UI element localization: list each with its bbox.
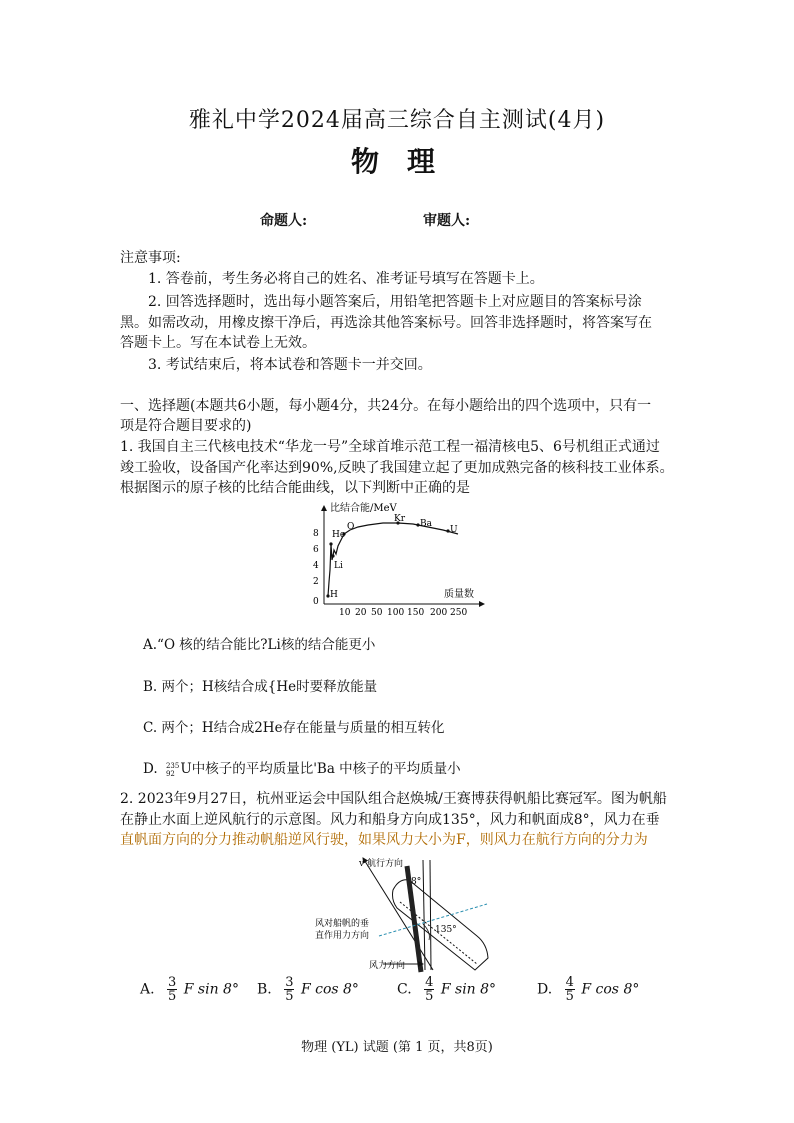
nuclide-notation	[166, 762, 179, 778]
y-tick: 2	[313, 577, 319, 587]
answer-c	[397, 976, 496, 1003]
label-kr: Kr	[394, 514, 406, 524]
y-tick: 0	[313, 597, 319, 607]
reviewer-label: 审题人:	[423, 213, 471, 229]
answer-a	[140, 976, 239, 1003]
y-tick: 8	[313, 529, 319, 539]
option-d-text: U中核子的平均质量比'Ba 中核子的平均质量小	[180, 761, 461, 777]
atomic-number: 92	[165, 769, 175, 778]
x-tick: 20	[355, 608, 367, 618]
notice-item: 1. 答卷前，考生务必将自己的姓名、准考证号填写在答题卡上。	[148, 271, 544, 287]
answer-expression: F cos 8°	[300, 981, 359, 998]
option-c: C. 两个；H结合成2He存在能量与质量的相互转化	[143, 720, 445, 736]
x-axis-label: 质量数	[444, 589, 474, 600]
question-text: 竣工验收，设备国产化率达到90%,反映了我国建立起了更加成熟完备的核科技工业体系。	[120, 460, 674, 476]
mass-number: 235	[165, 761, 180, 770]
fraction	[424, 976, 434, 1003]
point-he	[329, 542, 332, 545]
y-tick: 6	[313, 545, 319, 555]
notice-item: 黑。如需改动，用橡皮擦干净后，再选涂其他答案标号。回答非选择题时，将答案写在	[120, 315, 652, 331]
label-he: He	[332, 530, 346, 540]
option-a: A.“O 核的结合能比?Li核的结合能更小	[143, 637, 376, 653]
wind-direction-label: 风力方向	[369, 961, 406, 971]
angle-135-label: 135°	[435, 925, 457, 935]
x-tick: 150	[407, 608, 425, 618]
notice-item: 2. 回答选择题时，选出每小题答案后，用铅笔把答题卡上对应题目的答案标号涂	[148, 294, 642, 310]
binding-energy-graph	[308, 500, 488, 618]
answer-letter: D.	[537, 981, 553, 998]
notice-heading: 注意事项:	[120, 250, 181, 266]
answer-letter: B.	[257, 981, 272, 998]
notice-item: 3. 考试结束后，将本试卷和答题卡一并交回。	[148, 357, 432, 373]
answer-letter: C.	[397, 981, 412, 998]
question-text: 根据图示的原子核的比结合能曲线，以下判断中正确的是	[120, 480, 470, 496]
question-text: 直帆面方向的分力推动帆船逆风行驶，如果风力大小为F，则风力在航行方向的分力为	[120, 832, 648, 848]
question-text: 2. 2023年9月27日，杭州亚运会中国队组合赵焕城/王赛博获得帆船比赛冠军。图为帆船	[120, 791, 667, 807]
y-tick: 4	[313, 561, 319, 571]
option-b: B. 两个；H核结合成{He时要释放能量	[143, 679, 378, 695]
fraction	[565, 976, 575, 1003]
answer-letter: A.	[140, 981, 155, 998]
denominator: 5	[285, 989, 294, 1004]
numerator: 4	[565, 975, 574, 990]
denominator: 5	[168, 989, 177, 1004]
label-u: U	[450, 525, 458, 535]
section-heading: 一、选择题(本题共6小题，每小题4分，共24分。在每小题给出的四个选项中，只有一	[120, 398, 652, 414]
answer-b	[257, 976, 359, 1003]
binding-energy-curve	[328, 523, 458, 596]
fraction	[284, 976, 294, 1003]
sailboat-diagram	[305, 852, 495, 974]
denominator: 5	[425, 989, 434, 1004]
answer-expression: F sin 8°	[440, 981, 497, 998]
option-d	[143, 757, 461, 778]
subject-title: 物理	[350, 145, 463, 178]
label-li: Li	[334, 561, 343, 571]
velocity-label: v 航行方向	[359, 859, 403, 869]
x-tick: 250	[450, 608, 468, 618]
label-h: H	[330, 590, 338, 600]
option-d-letter: D.	[143, 761, 158, 777]
numerator: 3	[285, 975, 294, 990]
answer-d	[537, 976, 639, 1003]
perp-force-label: 风对船帆的垂	[315, 919, 370, 929]
page-footer: 物理 (YL) 试题 (第 1 页，共8页)	[301, 1040, 493, 1055]
answer-expression: F cos 8°	[581, 981, 640, 998]
answer-expression: F sin 8°	[183, 981, 239, 998]
angle-8-label: 8°	[411, 877, 422, 887]
question-text: 1. 我国自主三代核电技术“华龙一号”全球首堆示范工程一福清核电5、6号机组正式通过	[120, 439, 660, 455]
denominator: 5	[565, 989, 574, 1004]
x-tick: 200	[430, 608, 448, 618]
x-tick: 50	[371, 608, 383, 618]
exam-title: 雅礼中学2024届高三综合自主测试(4月)	[188, 108, 606, 133]
label-ba: Ba	[420, 519, 432, 529]
section-heading: 项是符合题目要求的)	[120, 418, 252, 434]
notice-item: 答题卡上。写在本试卷上无效。	[120, 335, 316, 351]
setter-label: 命题人:	[260, 213, 308, 229]
perp-force-label: 直作用力方向	[315, 931, 370, 941]
numerator: 4	[425, 975, 434, 990]
y-axis-label: 比结合能/MeV	[330, 503, 397, 514]
label-o: O	[347, 522, 355, 532]
question-text: 在静止水面上逆风航行的示意图。风力和船身方向成135°，风力和帆面成8°，风力在垂	[120, 812, 660, 828]
x-tick: 100	[387, 608, 405, 618]
x-tick: 10	[339, 608, 351, 618]
fraction	[167, 976, 177, 1003]
point-li	[331, 554, 334, 557]
numerator: 3	[168, 975, 177, 990]
